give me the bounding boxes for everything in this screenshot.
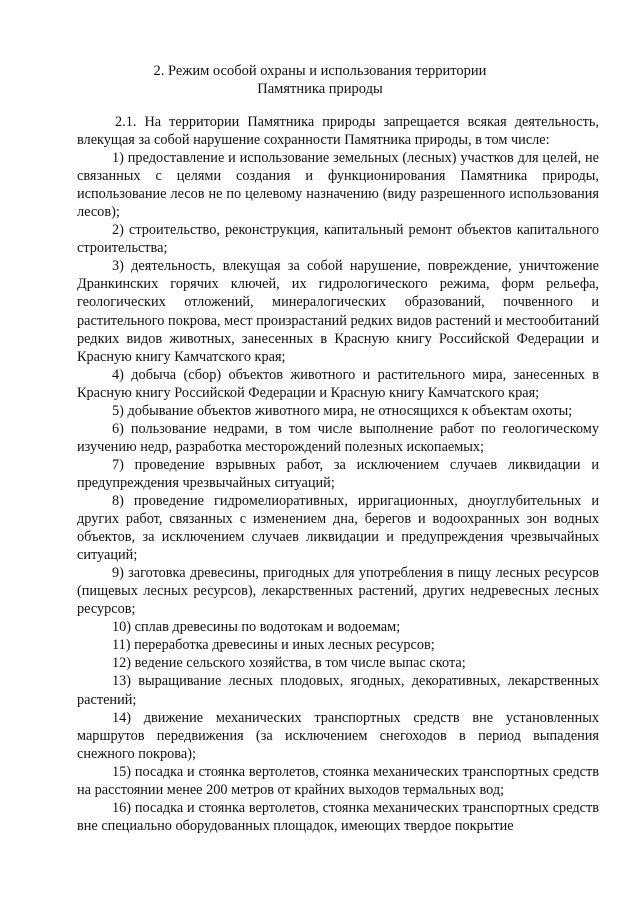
- list-item: 9) заготовка древесины, пригодных для употребления в пищу лесных ресурсов (пищевых лесных ресурсов), лекарственных растений, других недревесных лесных ресурсов;: [77, 565, 599, 618]
- list-item: 6) пользование недрами, в том числе выполнение работ по геологическому изучению недр, разработка месторождений полезных ископаемых;: [77, 420, 599, 455]
- list-item: 16) посадка и стоянка вертолетов, стоянка механических транспортных средств вне специально оборудованных площадок, имеющих твердое покрытие: [77, 799, 599, 834]
- list-item: 14) движение механических транспортных средств вне установленных маршрутов передвижения (за исключением снегоходов в период выпадения снежного покрова);: [77, 709, 599, 762]
- clause-intro: 2.1. На территории Памятника природы запрещается всякая деятельность, влекущая за собой нарушение сохранности Памятника природы, в том числе:: [77, 114, 599, 149]
- list-item: 2) строительство, реконструкция, капитальный ремонт объектов капитального строительства;: [77, 222, 599, 257]
- section-heading-subtitle: Памятника природы: [257, 81, 383, 97]
- list-item: 11) переработка древесины и иных лесных ресурсов;: [112, 637, 435, 654]
- list-item: 4) добыча (сбор) объектов животного и растительного мира, занесенных в Красную книгу Российской Федерации и Красную книгу Камчатского края;: [77, 366, 599, 401]
- list-item: 15) посадка и стоянка вертолетов, стоянка механических транспортных средств на расстоянии менее 200 метров от крайних выходов термальных вод;: [77, 763, 599, 798]
- list-item: 3) деятельность, влекущая за собой нарушение, повреждение, уничтожение Дранкинских горячих ключей, их гидрологического режима, форм рельефа, геологических отложений, минералогических образований, почвенного и растительного покрова, мест произрастаний редких видов растений и местообитаний редких видов животных, занесенных в Красную книгу Российской Федерации и Красную книгу Камчатского края;: [77, 258, 599, 365]
- list-item: 10) сплав древесины по водотокам и водоемам;: [112, 619, 401, 636]
- list-item: 8) проведение гидромелиоративных, ирригационных, дноуглубительных и других работ, связанных с изменением дна, берегов и водоохранных зон водных объектов, за исключением случаев ликвидации и предупреждения чрезвычайных ситуаций;: [77, 492, 599, 564]
- list-item: 7) проведение взрывных работ, за исключением случаев ликвидации и предупреждения чрезвычайных ситуаций;: [77, 456, 599, 491]
- document-body: [77, 113, 599, 835]
- list-item: 1) предоставление и использование земельных (лесных) участков для целей, не связанных с целями создания и функционирования Памятника природы, использование лесов не по целевому назначению (виду разрешенного использования лесов);: [77, 150, 599, 221]
- list-item: 12) ведение сельского хозяйства, в том числе выпас скота;: [112, 655, 466, 672]
- list-item: 5) добывание объектов животного мира, не относящихся к объектам охоты;: [112, 402, 573, 419]
- section-heading: 2. Режим особой охраны и использования территории: [153, 63, 487, 79]
- list-item: 13) выращивание лесных плодовых, ягодных, декоративных, лекарственных растений;: [77, 673, 599, 708]
